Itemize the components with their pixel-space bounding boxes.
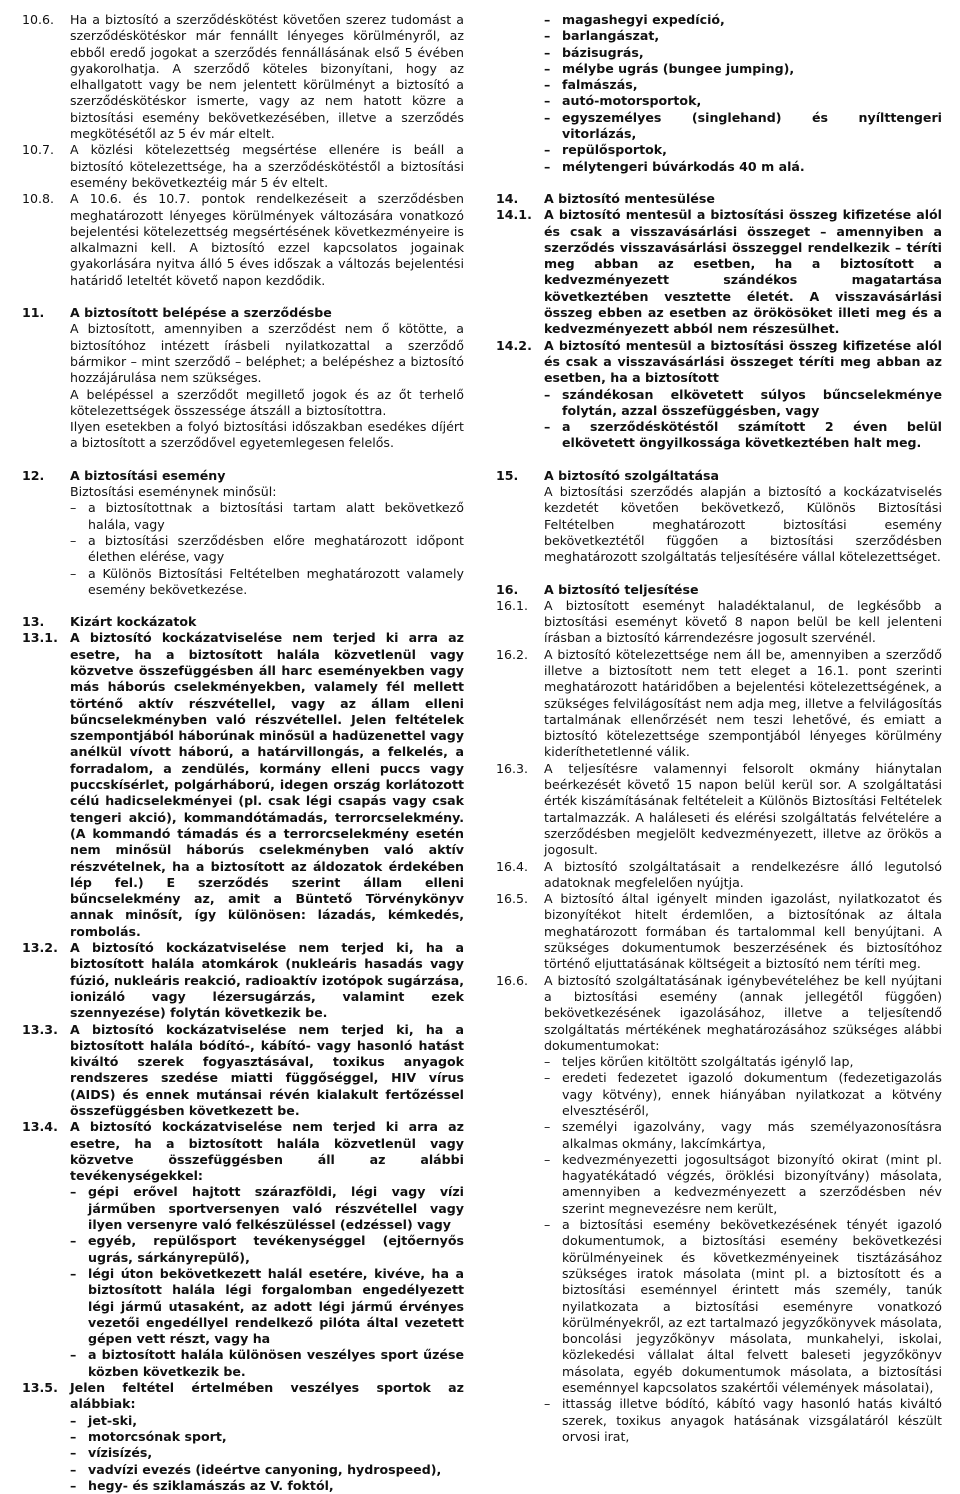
list-item: – bázisugrás, — [544, 44, 644, 60]
section-title: A biztosított belépése a szerződésbe — [70, 305, 332, 321]
paragraph-text: A közlési kötelezettség megsértése ellenére is beáll a biztosító kötelezettsége, ha a szerződéskötéstől a biztosítási esemény bekövetkeztéig már 5 év eltelt. — [70, 142, 464, 190]
list-item: – jet-ski, — [70, 1412, 138, 1428]
section-paragraph: A belépéssel a szerződőt megillető jogok és az őt terhelő kötelezettségek összessége átszáll a biztosítottra. — [70, 386, 464, 418]
list-item: – személyi igazolvány, vagy más személyazonosításra alkalmas okmány, lakcímkártya, — [544, 1119, 942, 1151]
list-item: – a Különös Biztosítási Feltételben meghatározott valamely esemény bekövetkezése. — [70, 565, 464, 597]
paragraph-text: A biztosító mentesül a biztosítási összeg kifizetése alól és csak a visszavásárlási összeget téríti meg abban az esetben, ha a biztosított — [544, 337, 942, 386]
paragraph-text: A biztosító kockázatviselése nem terjed ki arra az esetre, ha a biztosított halála közvetlenül vagy közvetve összefüggésben áll harc eseményekben vagy más háborús cselekményekben, valamely fél mellett történő aktív részvétellel, vagy az állam elleni bűncselekményben való részvétellel. Jelen feltételek szempontjából háborúnak minősül a hadüzenettel vagy anélkül vívott háború, a határvillongás, a felkelés, a forradalom, a zendülés, kormány elleni puccs vagy puccskísérlet, polgárháború, idegen ország korlátozott célú hadicselekményei (pl. csak légi csapás vagy csak tengeri akció), kommandótámadás, terrorcselekmény. (A kommandó támadás és a terrorcselekmény esetén nem minősül háborús cselekményben való aktív részvételnek, ha a biztosított az áldozatok érdekében lép fel.) E szerződés szerint állam elleni bűncselekmény az, amit a Büntető Törvénykönyv annak minősít, így különösen: lázadás, kémkedés, rombolás. — [70, 630, 464, 939]
section-intro: Biztosítási eseménynek minősül: — [70, 484, 277, 500]
paragraph-number: 10.7. — [22, 142, 55, 158]
list-item: – eredeti fedezetet igazoló dokumentum (fedezetigazolás vagy kötvény), ennek hiányában nyilatkozat a kötvény elvesztéséről, — [544, 1070, 942, 1118]
paragraph-16-2 — [496, 647, 942, 761]
right-column — [496, 12, 942, 1445]
paragraph-text: A biztosító kockázatviselése nem terjed ki arra az esetre, ha a biztosított halála közvetlenül vagy közvetve összefüggésben áll az alábbi tevékenységekkel: — [70, 1119, 464, 1184]
paragraph-10-6 — [22, 12, 464, 142]
list-item: – falmászás, — [544, 77, 638, 93]
paragraph-number: 16.4. — [496, 858, 529, 874]
paragraph-13-4 — [22, 1119, 464, 1184]
paragraph-text: A teljesítésre valamennyi felsorolt okmány hiánytalan beérkezését követő 15 napon belül kerül sor. A szolgáltatási érték kiszámításának feltételeit a Különös Biztosítási Feltételek tartalmazzák. A haláleseti és elérési szolgáltatás felvételére a szerződésben megjelölt kedvezményezett, illetve az örökös a jogosult. — [544, 760, 942, 858]
left-column — [22, 12, 464, 1494]
section-heading-11 — [22, 305, 464, 321]
list-item: – repülősportok, — [544, 142, 667, 158]
list-item: – autó-motorsportok, — [544, 93, 702, 109]
paragraph-number: 13.5. — [22, 1380, 58, 1396]
section-paragraph: Ilyen esetekben a folyó biztosítási időszakban esedékes díjért a biztosított a szerződővel egyetemlegesen felelős. — [70, 419, 464, 451]
section-paragraph: A biztosítási szerződés alapján a biztosító a kockázatviselés kezdetét követően bekövetkező, Különös Biztosítási Feltételben meghatározott biztosítási esemény bekövetkeztétől függően a biztosítási szerződésben meghatározott szolgáltatás teljesítésére vállal kötelezettséget. — [544, 484, 942, 565]
paragraph-text: A 10.6. és 10.7. pontok rendelkezéseit a szerződésben meghatározott lényeges körülmények változására vonatkozó bejelentési kötelezettség megsértésének következményeire is alkalmazni kell. A biztosító ezzel kapcsolatos jogainak gyakorlására nyitva álló 5 éves időszak a változás bejelentési határidő leteltét követő napon kezdődik. — [70, 191, 464, 288]
paragraph-16-5 — [496, 891, 942, 972]
section-number: 16. — [496, 581, 519, 597]
section-title: A biztosító mentesülése — [544, 190, 715, 206]
paragraph-number: 16.2. — [496, 646, 529, 662]
list-item: – vadvízi evezés (ideértve canyoning, hydrospeed), — [70, 1461, 442, 1477]
list-item: – kedvezményezetti jogosultságot bizonyító okirat (mint pl. hagyatékátadó végzés, öröklési bizonyítvány) másolata, amennyiben a kedvezményezett a szerződésben név szerint megnevezésre nem került, — [544, 1151, 942, 1216]
list-item: – a biztosított halála különösen veszélyes sport űzése közben következik be. — [70, 1347, 464, 1379]
section-number: 14. — [496, 190, 519, 206]
list-item: – barlangászat, — [544, 28, 660, 44]
list-item: – vízisízés, — [70, 1445, 153, 1461]
list-item: – egyszemélyes (singlehand) és nyílttengeri vitorlázás, — [544, 109, 942, 142]
list-item: – hegy- és sziklamászás az V. foktól, — [70, 1477, 334, 1493]
paragraph-number: 13.2. — [22, 940, 58, 956]
paragraph-text: A biztosító szolgáltatásait a rendelkezésre álló legutolsó adatoknak megfelelően nyújtja. — [544, 858, 942, 890]
paragraph-text: A biztosító szolgáltatásának igénybevételéhez be kell nyújtani a biztosítási esemény (annak jellegétől függően) bekövetkezésének igazolásához, illetve a teljesítendő szolgáltatás mértékének meghatározásához szükséges alábbi dokumentumokat: — [544, 972, 942, 1053]
list-item: – magashegyi expedíció, — [544, 12, 725, 27]
section-number: 11. — [22, 305, 45, 321]
paragraph-text: A biztosító kockázatviselése nem terjed ki, ha a biztosított halála atomkárok (nukleáris hasadás vagy fúzió, nukleáris reakció, radioaktív izotópok sugárzása, ionizáló vagy lézersugárzás, valamint ezek szennyezése) folytán következik be. — [70, 940, 464, 1021]
paragraph-13-3 — [22, 1022, 464, 1120]
paragraph-16-1 — [496, 598, 942, 647]
paragraph-number: 14.2. — [496, 337, 532, 353]
paragraph-10-7 — [22, 142, 464, 191]
paragraph-13-2 — [22, 940, 464, 1021]
list-item: – teljes körűen kitöltött szolgáltatás igénylő lap, — [544, 1054, 854, 1070]
paragraph-number: 13.1. — [22, 630, 58, 646]
paragraph-13-5 — [22, 1380, 464, 1413]
section-number: 12. — [22, 467, 45, 483]
paragraph-text: A biztosító kockázatviselése nem terjed ki, ha a biztosított halála bódító-, kábító- vagy hasonló hatást kiváltó szerek fogyasztásával, toxikus anyagok rendszeres szedése miatti függőséggel, HIV vírus (AIDS) és ennek mutánsai révén kialakult fertőzéssel összefüggésben következett be. — [70, 1021, 464, 1118]
list-item: – a biztosítási esemény bekövetkezésének tényét igazoló dokumentumok, a biztosítási esemény bekövetkezési körülményeinek és következményeinek tisztázásához szükséges iratok másolata (mint pl. a biztosított és a biztosítási eseménnyel érintett más személy, tanúk nyilatkozata a biztosítási eseményre vonatkozó körülményekről, az ezt tartalmazó jegyzőkönyvek másolata, boncolási jegyzőkönyv másolata, munkahelyi, iskolai, közlekedési vállalat által felvett baleseti jegyzőkönyv másolata, egyéb dokumentumok másolata, a biztosítási eseménnyel kapcsolatos szakértői vélemények másolatai), — [544, 1217, 942, 1396]
paragraph-text: Jelen feltétel értelmében veszélyes sportok az alábbiak: — [70, 1380, 464, 1412]
paragraph-text: A biztosító kötelezettsége nem áll be, amennyiben a szerződő illetve a biztosított nem tett eleget a 16.1. pont szerinti meghatározott határidőben a bejelentési kötelezettségének, a szükséges felvilágosítást nem adja meg, illetve a felvilágosítás tartalmának ellenőrzését nem teszi lehetővé, és emiatt a biztosító kötelezettsége szempontjából lényeges körülmény kideríthetetlenné válik. — [544, 646, 942, 760]
list-item: – mélytengeri búvárkodás 40 m alá. — [544, 158, 805, 174]
section-heading-12 — [22, 468, 464, 484]
paragraph-text: A biztosított eseményt haladéktalanul, de legkésőbb a biztosítási eseményt követő 8 napon belül be kell jelenteni írásban a biztosító kárrendezésre jogosult szervénél. — [544, 597, 942, 646]
paragraph-number: 10.6. — [22, 12, 55, 27]
paragraph-number: 10.8. — [22, 191, 55, 207]
section-heading-16 — [496, 582, 942, 598]
section-number: 13. — [22, 614, 45, 630]
paragraph-number: 14.1. — [496, 207, 532, 223]
paragraph-text: A biztosító által igényelt minden igazolást, nyilatkozatot és bizonyítékot hitelt érdemlően, a biztosítónak az általa meghatározott formában és tartalommal kell benyújtani. A szükséges dokumentumok beszerzésének és biztosítóhoz történő eljuttatásának költségeit a biztosító nem téríti meg. — [544, 891, 942, 972]
paragraph-text: Ha a biztosító a szerződéskötést követően szerez tudomást a szerződéskötéskor már fennállt lényeges körülményről, az ebből eredő jogokat a szerződés fennállásának első 5 évében gyakorolhatja. A szerződő köteles bizonyítani, hogy az elhallgatott vagy be nem jelentett körülményt a biztosító a szerződéskötéskor ismerte, vagy az nem hatott közre a biztosítási esemény bekövetkezésében, illetve a szerződés megkötésétől az 5 év már eltelt. — [70, 12, 464, 142]
section-number: 15. — [496, 467, 519, 483]
section-heading-13 — [22, 614, 464, 630]
paragraph-10-8 — [22, 191, 464, 289]
paragraph-number: 13.3. — [22, 1021, 58, 1037]
list-item: – motorcsónak sport, — [70, 1428, 227, 1444]
list-item: – a biztosítási szerződésben előre meghatározott időpont élethen elérése, vagy — [70, 532, 464, 565]
list-item: – ittasság illetve bódító, kábító vagy hasonló hatás kiváltó szerek, toxikus anyagok hatásának vizsgálatáról készült orvosi irat, — [544, 1396, 942, 1444]
list-item: – egyéb, repülősport tevékenységgel (ejtőernyős ugrás, sárkányrepülő), — [70, 1233, 464, 1265]
paragraph-14-1 — [496, 207, 942, 337]
section-title: Kizárt kockázatok — [70, 614, 197, 630]
section-paragraph: A biztosított, amennyiben a szerződést nem ő kötötte, a biztosítóhoz intézett írásbeli nyilatkozattal a szerződő bármikor – mint szerződő – beléphet; a belépéshez a biztosító hozzájárulása nem szükséges. — [70, 321, 464, 386]
section-title: A biztosítási esemény — [70, 467, 226, 483]
paragraph-text: A biztosító mentesül a biztosítási összeg kifizetése alól és csak a visszavásárlási összeget – amennyiben a szerződés visszavásárlási összeggel rendelkezik – téríti meg abban az esetben, ha a biztosított a kedvezményezett szándékos magatartása következtében vesztette életét. A visszavásárlási összeg ebben az esetben az örökösöket illeti meg és a kedvezményezett abból nem részesülhet. — [544, 207, 942, 337]
paragraph-14-2 — [496, 338, 942, 387]
list-item: – mélybe ugrás (bungee jumping), — [544, 60, 795, 76]
section-heading-15 — [496, 468, 942, 484]
section-title: A biztosító szolgáltatása — [544, 467, 719, 483]
list-item: – szándékosan elkövetett súlyos bűncselekménye folytán, azzal összefüggésben, vagy — [544, 386, 942, 418]
list-item: – légi úton bekövetkezett halál esetére, kivéve, ha a biztosított halála légi forgalomban engedélyezett légi jármű utasaként, az adott légi jármű érvényes vezetői engedéllyel rendelkező pilóta által vezetett gépen vett részt, vagy ha — [70, 1265, 464, 1347]
section-title: A biztosító teljesítése — [544, 581, 699, 597]
paragraph-number: 16.5. — [496, 891, 529, 907]
paragraph-16-3 — [496, 761, 942, 859]
paragraph-13-1 — [22, 630, 464, 940]
paragraph-number: 16.1. — [496, 597, 529, 613]
paragraph-number: 13.4. — [22, 1119, 58, 1135]
paragraph-number: 16.6. — [496, 972, 529, 988]
paragraph-number: 16.3. — [496, 760, 529, 776]
section-heading-14 — [496, 191, 942, 207]
list-item: – a biztosítottnak a biztosítási tartam alatt bekövetkező halála, vagy — [70, 500, 464, 532]
list-item: – a szerződéskötéstől számított 2 éven belül elkövetett öngyilkossága következtében halt meg. — [544, 419, 942, 451]
paragraph-16-6 — [496, 973, 942, 1054]
list-item: – gépi erővel hajtott szárazföldi, légi vagy vízi járműben sportversenyen való részvétellel vagy ilyen versenyre való felkészüléssel (edzéssel) vagy — [70, 1184, 464, 1233]
paragraph-16-4 — [496, 859, 942, 892]
